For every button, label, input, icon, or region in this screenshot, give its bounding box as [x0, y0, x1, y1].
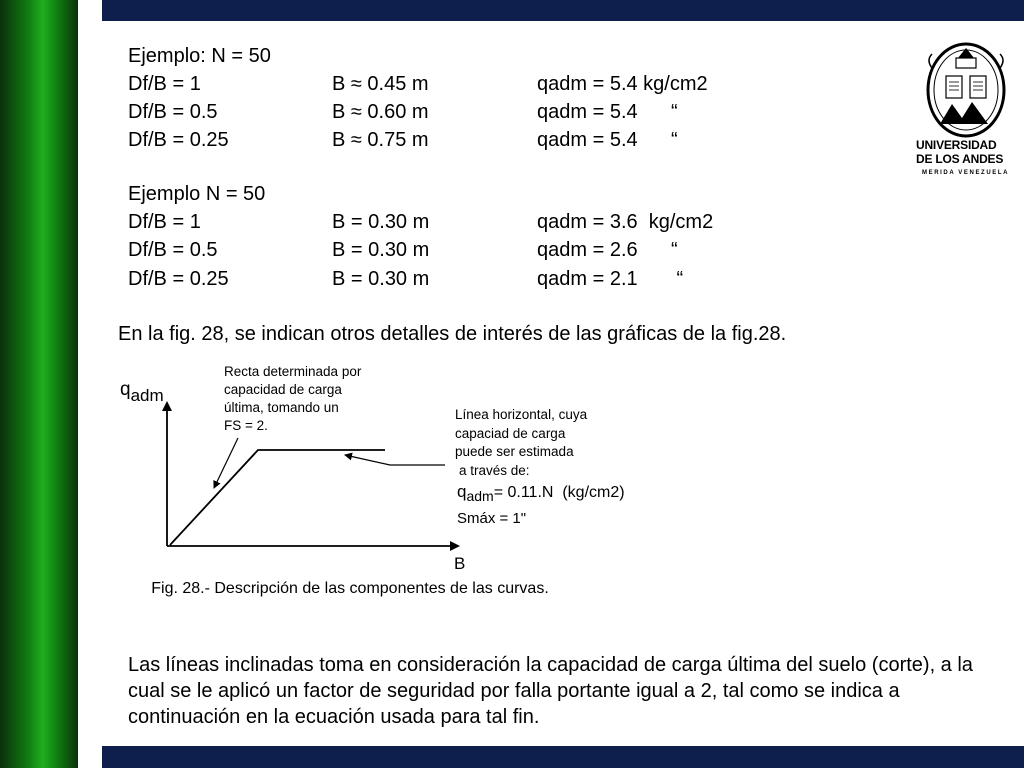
example1-row1-b: B ≈ 0.45 m: [332, 73, 429, 95]
example2-row2-q: qadm = 2.6 “: [537, 239, 678, 261]
example2-row1-q: qadm = 3.6 kg/cm2: [537, 211, 714, 233]
intro-text: En la fig. 28, se indican otros detalles de interés de las gráficas de la fig.28.: [118, 323, 787, 345]
example2-row3-b: B = 0.30 m: [332, 268, 430, 290]
example1-row3-q: qadm = 5.4 “: [537, 129, 678, 151]
example1-row3-b: B ≈ 0.75 m: [332, 129, 429, 151]
example1-header: Ejemplo: N = 50: [128, 45, 271, 67]
pointer-arrow-1: [214, 438, 238, 488]
annotation-1: Recta determinada por capacidad de carga última, tomando un FS = 2.: [224, 364, 362, 433]
annotation-2: Línea horizontal, cuya capaciad de carga puede ser estimada a través de:: [455, 407, 588, 478]
example2-row2-b: B = 0.30 m: [332, 239, 430, 261]
logo-line1: UNIVERSIDAD: [916, 138, 997, 152]
body-paragraph: Las líneas inclinadas toma en consideración la capacidad de carga última del suelo (corte), a la cual se le aplicó un factor de seguridad por falla portante igual a 2, tal como se indica a continuación en la ecuación usada para tal fin.: [128, 654, 973, 728]
logo-line3: MERIDA VENEZUELA: [922, 170, 1010, 176]
logo-line2: DE LOS ANDES: [916, 152, 1004, 166]
x-axis-label: B: [454, 554, 466, 573]
example2-header: Ejemplo N = 50: [128, 183, 266, 205]
example2-row2-dfb: Df/B = 0.5: [128, 239, 218, 261]
pointer-arrow-2: [345, 455, 445, 465]
example1-row2-dfb: Df/B = 0.5: [128, 101, 218, 123]
example2-row3-q: qadm = 2.1 “: [537, 268, 684, 290]
example2-row1-b: B = 0.30 m: [332, 211, 430, 233]
figure-caption: Fig. 28.- Descripción de las componentes de las curvas.: [151, 580, 549, 597]
example2-row3-dfb: Df/B = 0.25: [128, 268, 229, 290]
formula: $q_{adm}= 0.11.N$ (kg/cm2): [457, 482, 625, 504]
smax-label: Smáx = 1": [457, 510, 527, 527]
example1-row2-b: B ≈ 0.60 m: [332, 101, 429, 123]
example2-row1-dfb: Df/B = 1: [128, 211, 201, 233]
y-axis-label: qadm: [120, 379, 164, 405]
example1-row1-dfb: Df/B = 1: [128, 73, 201, 95]
example1-row3-dfb: Df/B = 0.25: [128, 129, 229, 151]
example1-row2-q: qadm = 5.4 “: [537, 101, 678, 123]
example1-row1-q: qadm = 5.4 kg/cm2: [537, 73, 708, 95]
curve-line: [170, 450, 385, 545]
